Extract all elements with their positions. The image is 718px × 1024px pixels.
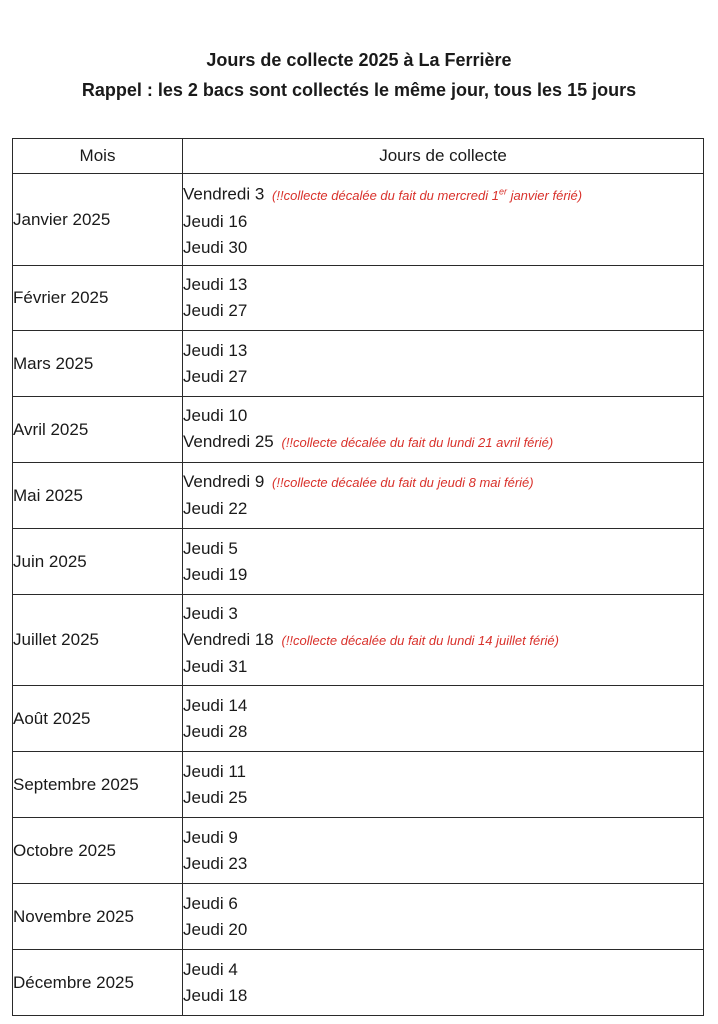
days-cell: [183, 884, 704, 950]
month-cell: Novembre 2025: [13, 884, 183, 950]
month-cell: Juin 2025: [13, 529, 183, 595]
month-cell: Décembre 2025: [13, 950, 183, 1016]
table-row: [13, 174, 704, 266]
collection-day: Jeudi 11: [183, 761, 247, 781]
collection-day: Jeudi 23: [183, 853, 248, 873]
month-cell: Janvier 2025: [13, 174, 183, 266]
collection-day: Jeudi 3: [183, 603, 238, 623]
days-cell: [183, 950, 704, 1016]
table-row: [13, 331, 704, 397]
table-row: [13, 950, 704, 1016]
collection-day: Vendredi 3 (!!collecte décalée du fait du mercredi 1er janvier férié): [183, 184, 583, 204]
month-cell: Juillet 2025: [13, 595, 183, 686]
collection-day: Jeudi 9: [183, 827, 238, 847]
month-cell: Octobre 2025: [13, 818, 183, 884]
collection-day: Vendredi 18 (!!collecte décalée du fait du lundi 14 juillet férié): [183, 629, 559, 649]
collection-day: Jeudi 13: [183, 340, 248, 360]
month-cell: Août 2025: [13, 686, 183, 752]
table-row: [13, 266, 704, 331]
collection-day: Jeudi 5: [183, 538, 238, 558]
collection-day: Jeudi 27: [183, 366, 248, 386]
table-row: [13, 463, 704, 529]
collection-schedule-table: [12, 138, 704, 1016]
month-cell: Avril 2025: [13, 397, 183, 463]
days-cell: [183, 686, 704, 752]
collection-day: Jeudi 10: [183, 406, 248, 425]
days-cell: [183, 463, 704, 529]
table-row: [13, 529, 704, 595]
collection-day: Jeudi 22: [183, 499, 248, 518]
table-row: [13, 595, 704, 686]
days-cell: [183, 818, 704, 884]
shift-note: (!!collecte décalée du fait du mercredi 1er janvier férié): [272, 186, 583, 203]
days-cell: [183, 174, 704, 266]
days-cell: [183, 266, 704, 331]
days-cell: [183, 752, 704, 818]
collection-day: Jeudi 28: [183, 721, 248, 741]
collection-day: Jeudi 16: [183, 211, 248, 231]
shift-note: (!!collecte décalée du fait du lundi 14 juillet férié): [281, 632, 559, 648]
page-subtitle: Rappel : les 2 bacs sont collectés le même jour, tous les 15 jours: [81, 80, 637, 100]
days-cell: [183, 529, 704, 595]
collection-day: Vendredi 9 (!!collecte décalée du fait du jeudi 8 mai férié): [183, 472, 534, 491]
month-cell: Mars 2025: [13, 331, 183, 397]
collection-day: Jeudi 27: [183, 301, 248, 320]
collection-day: Jeudi 14: [183, 695, 248, 715]
days-cell: [183, 397, 704, 463]
table-row: [13, 884, 704, 950]
collection-day: Jeudi 19: [183, 564, 248, 584]
month-cell: Février 2025: [13, 266, 183, 331]
month-cell: Mai 2025: [13, 463, 183, 529]
collection-day: Jeudi 4: [183, 959, 238, 979]
month-cell: Septembre 2025: [13, 752, 183, 818]
collection-day: Jeudi 6: [183, 893, 238, 913]
header-days: Jours de collecte: [183, 139, 704, 174]
collection-day: Jeudi 18: [183, 985, 248, 1005]
days-cell: [183, 595, 704, 686]
collection-day: Jeudi 30: [183, 237, 248, 257]
shift-note: (!!collecte décalée du fait du jeudi 8 mai férié): [272, 475, 534, 490]
collection-day: Jeudi 20: [183, 919, 248, 939]
table-row: [13, 818, 704, 884]
collection-day: Jeudi 25: [183, 787, 248, 807]
page-title: Jours de collecte 2025 à La Ferrière: [206, 50, 512, 70]
collection-day: Jeudi 31: [183, 656, 248, 676]
shift-note: (!!collecte décalée du fait du lundi 21 avril férié): [281, 435, 554, 450]
table-row: [13, 752, 704, 818]
collection-day: Vendredi 25 (!!collecte décalée du fait du lundi 21 avril férié): [183, 432, 554, 451]
collection-day: Jeudi 13: [183, 275, 248, 294]
header-month: Mois: [13, 139, 183, 174]
table-header-row: [13, 139, 704, 174]
table-row: [13, 397, 704, 463]
days-cell: [183, 331, 704, 397]
table-row: [13, 686, 704, 752]
